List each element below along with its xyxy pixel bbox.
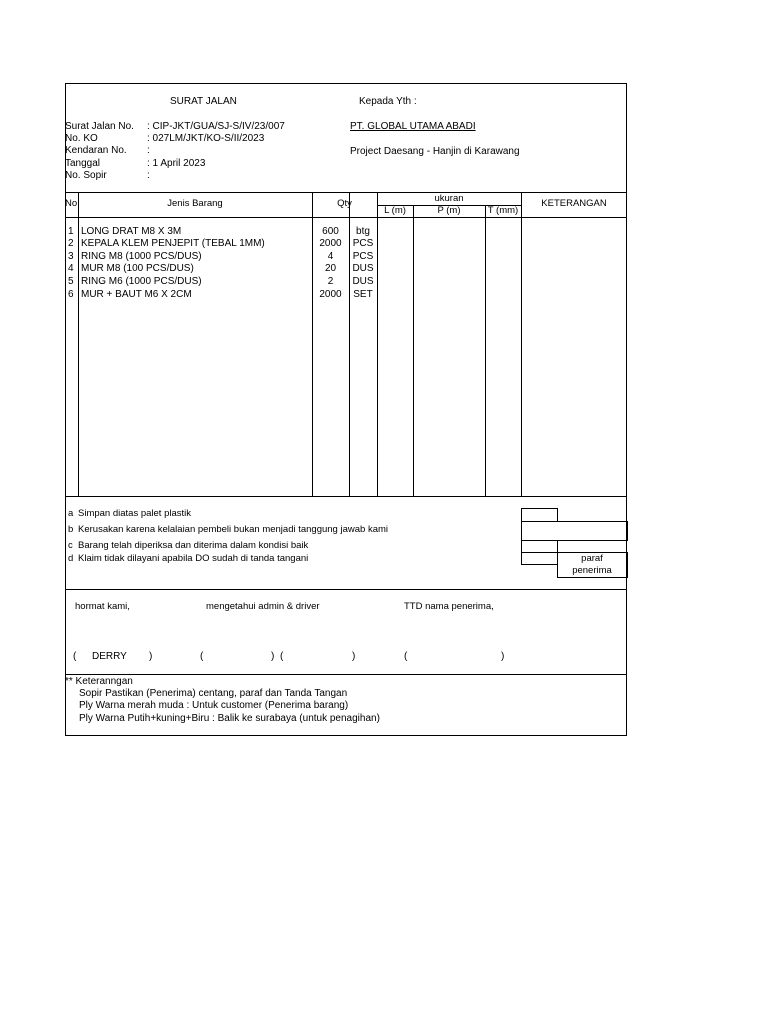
row-qty: 2000 xyxy=(319,289,342,300)
col-header-keterangan: KETERANGAN xyxy=(541,198,607,209)
note-text: Kerusakan karena kelalaian pembeli bukan menjadi tanggung jawab kami xyxy=(78,524,389,535)
col-header-l: L (m) xyxy=(384,205,406,216)
col-divider-t xyxy=(521,192,522,496)
footer-top-rule xyxy=(65,674,627,675)
row-item: RING M8 (1000 PCS/DUS) xyxy=(81,251,202,262)
row-unit: DUS xyxy=(352,276,374,287)
row-qty: 2 xyxy=(327,276,334,287)
row-no: 6 xyxy=(68,289,74,300)
row-qty: 2000 xyxy=(319,238,342,249)
field-value-tanggal: : 1 April 2023 xyxy=(147,158,206,169)
col-header-qty: Qty xyxy=(337,198,352,209)
col-divider-p xyxy=(485,205,486,496)
field-value-kendaran: : xyxy=(147,145,150,156)
paraf-checkbox-b[interactable] xyxy=(521,521,628,541)
col-header-jenis: Jenis Barang xyxy=(167,198,223,209)
row-qty: 4 xyxy=(327,251,334,262)
signature-paren-close: ) xyxy=(352,651,356,662)
field-label-sopir: No. Sopir xyxy=(65,170,107,181)
row-no: 5 xyxy=(68,276,74,287)
row-qty: 600 xyxy=(322,226,339,237)
signature-paren-close: ) xyxy=(501,651,505,662)
row-item: MUR + BAUT M6 X 2CM xyxy=(81,289,192,300)
signature-paren-close: ) xyxy=(271,651,275,662)
project-name: Project Daesang - Hanjin di Karawang xyxy=(350,146,520,157)
field-value-sopir: : xyxy=(147,170,150,181)
paraf-checkbox-a[interactable] xyxy=(521,508,558,522)
footer-title: ** Keteranngan xyxy=(65,676,133,687)
row-unit: btg xyxy=(356,226,370,237)
field-label-kendaran: Kendaran No. xyxy=(65,145,127,156)
signature-paren-open: ( xyxy=(404,651,408,662)
col-header-p: P (m) xyxy=(437,205,461,216)
signature-paren-open: ( xyxy=(280,651,284,662)
row-no: 2 xyxy=(68,238,74,249)
signature-paren-close: ) xyxy=(149,651,153,662)
document-title: SURAT JALAN xyxy=(170,96,237,107)
row-unit: PCS xyxy=(352,238,374,249)
row-item: MUR M8 (100 PCS/DUS) xyxy=(81,263,194,274)
note-letter: a xyxy=(68,508,74,519)
note-text: Simpan diatas palet plastik xyxy=(78,508,192,519)
table-bottom-rule xyxy=(65,496,627,497)
row-no: 3 xyxy=(68,251,74,262)
row-no: 1 xyxy=(68,226,74,237)
hormat-label: hormat kami, xyxy=(75,601,130,612)
col-divider-no xyxy=(78,192,79,496)
note-text: Klaim tidak dilayani apabila DO sudah di tanda tangani xyxy=(78,553,309,564)
paraf-checkbox-d[interactable] xyxy=(521,552,558,565)
penerima-label: penerima xyxy=(572,565,612,576)
field-label-tanggal: Tanggal xyxy=(65,158,101,169)
note-letter: c xyxy=(68,540,73,551)
field-label-surat-jalan: Surat Jalan No. xyxy=(65,121,134,132)
row-no: 4 xyxy=(68,263,74,274)
recipient-name: PT. GLOBAL UTAMA ABADI xyxy=(350,121,476,132)
field-label-no-ko: No. KO xyxy=(65,133,98,144)
row-unit: PCS xyxy=(352,251,374,262)
note-letter: d xyxy=(68,553,74,564)
signature-top-rule xyxy=(65,589,627,590)
note-text: Barang telah diperiksa dan diterima dalam kondisi baik xyxy=(78,540,309,551)
table-header-rule xyxy=(65,217,627,218)
row-unit: SET xyxy=(353,289,373,300)
paraf-label: paraf xyxy=(581,553,603,564)
footer-line: Sopir Pastikan (Penerima) centang, paraf dan Tanda Tangan xyxy=(79,688,348,699)
signature-name-derry: DERRY xyxy=(92,651,127,662)
col-divider-l xyxy=(413,205,414,496)
col-header-ukuran: ukuran xyxy=(434,193,464,204)
field-value-surat-jalan: : CIP-JKT/GUA/SJ-S/IV/23/007 xyxy=(147,121,285,132)
col-header-t: T (mm) xyxy=(487,205,519,216)
row-item: LONG DRAT M8 X 3M xyxy=(81,226,182,237)
signature-paren-open: ( xyxy=(200,651,204,662)
row-unit: DUS xyxy=(352,263,374,274)
row-qty: 20 xyxy=(324,263,337,274)
ttd-label: TTD nama penerima, xyxy=(404,601,494,612)
mengetahui-label: mengetahui admin & driver xyxy=(206,601,320,612)
field-value-no-ko: : 027LM/JKT/KO-S/II/2023 xyxy=(147,133,265,144)
signature-paren-open: ( xyxy=(73,651,77,662)
row-item: RING M6 (1000 PCS/DUS) xyxy=(81,276,202,287)
row-item: KEPALA KLEM PENJEPIT (TEBAL 1MM) xyxy=(81,238,265,249)
col-divider-unit xyxy=(377,192,378,496)
table-top-rule xyxy=(65,192,627,193)
footer-line: Ply Warna Putih+kuning+Biru : Balik ke surabaya (untuk penagihan) xyxy=(79,713,380,724)
kepada-label: Kepada Yth : xyxy=(359,96,417,107)
footer-line: Ply Warna merah muda : Untuk customer (Penerima barang) xyxy=(79,700,349,711)
col-header-no: No xyxy=(65,198,78,209)
note-letter: b xyxy=(68,524,74,535)
